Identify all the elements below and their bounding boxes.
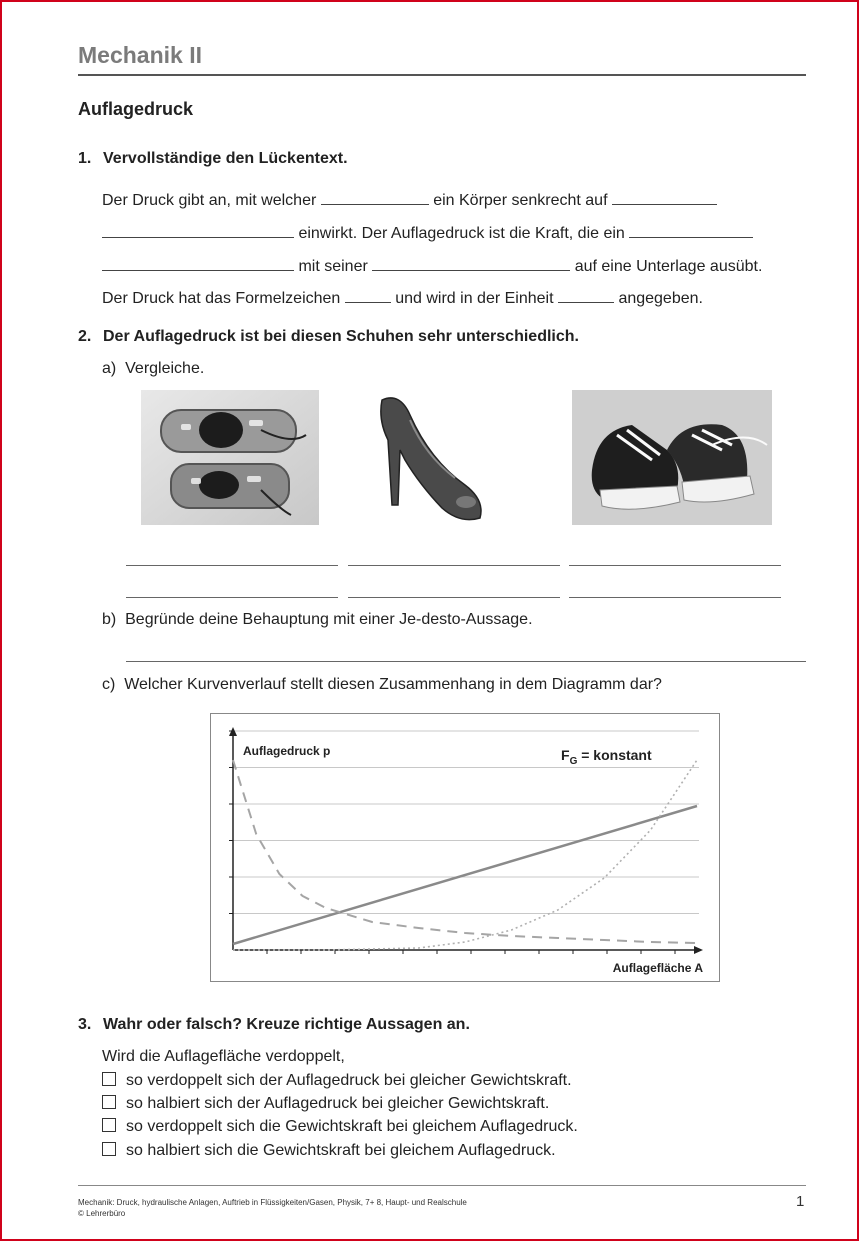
checkbox[interactable] [102, 1142, 116, 1156]
x-axis-label: Auflagefläche A [612, 961, 703, 975]
chart-canvas [211, 714, 719, 981]
series-solid-line [233, 806, 697, 944]
checkbox[interactable] [102, 1095, 116, 1109]
cloze-blank[interactable] [372, 256, 570, 271]
cloze-line-1 [102, 190, 717, 210]
cloze-text: mit seiner [298, 258, 368, 275]
option-row[interactable] [102, 1095, 549, 1113]
answer-line[interactable] [348, 597, 560, 598]
footer-copyright: © Lehrerbüro [78, 1209, 126, 1218]
cloze-text: auf eine Unterlage ausübt. [574, 258, 763, 275]
subtask-label: b) [102, 611, 117, 628]
section-title: Auflagedruck [78, 99, 194, 119]
subtask-text: Begründe deine Behauptung mit einer Je-desto-Aussage. [125, 611, 533, 628]
cloze-text: Der Druck hat das Formelzeichen [102, 290, 341, 307]
cloze-blank[interactable] [629, 223, 753, 238]
task-title: Der Auflagedruck ist bei diesen Schuhen sehr unterschiedlich. [103, 328, 579, 345]
page-title: Mechanik II [78, 42, 202, 68]
answer-line[interactable] [569, 565, 781, 566]
option-label: so halbiert sich die Gewichtskraft bei gleichem Auflagedruck. [126, 1142, 556, 1159]
option-label: so halbiert sich der Auflagedruck bei gleicher Gewichtskraft. [126, 1095, 550, 1112]
cloze-line-4 [102, 288, 703, 308]
page-number: 1 [796, 1193, 805, 1210]
task-number: 2. [78, 328, 92, 345]
cloze-text: Der Druck gibt an, mit welcher [102, 192, 317, 209]
answer-line[interactable] [126, 565, 338, 566]
task-3-heading [78, 1016, 778, 1036]
answer-line[interactable] [126, 597, 338, 598]
footer-source: Mechanik: Druck, hydraulische Anlagen, Auftrieb in Flüssigkeiten/Gasen, Physik, 7+ 8, Haupt- und Realschule [78, 1198, 467, 1207]
footer-divider [78, 1185, 806, 1186]
task-2-heading [78, 328, 798, 348]
x-axis-arrow [694, 946, 703, 954]
snowshoes-photo [141, 390, 319, 525]
subtask-a [102, 360, 204, 378]
footer [78, 1197, 467, 1219]
series-dashed-line [233, 760, 697, 943]
option-label: so verdoppelt sich die Gewichtskraft bei gleichem Auflagedruck. [126, 1118, 578, 1135]
checkbox[interactable] [102, 1072, 116, 1086]
answer-line[interactable] [569, 597, 781, 598]
option-row[interactable] [102, 1072, 572, 1090]
cloze-blank[interactable] [102, 223, 294, 238]
option-row[interactable] [102, 1142, 556, 1160]
checkbox[interactable] [102, 1118, 116, 1132]
high-heel-photo [370, 390, 495, 525]
pressure-area-chart [210, 713, 720, 982]
answer-line[interactable] [126, 661, 806, 662]
option-row[interactable] [102, 1118, 578, 1136]
cloze-text: einwirkt. Der Auflagedruck ist die Kraft, die ein [298, 225, 625, 242]
cloze-blank[interactable] [612, 190, 717, 205]
sneakers-photo [572, 390, 772, 525]
cloze-line-3 [102, 256, 762, 276]
series-dotted-line [233, 760, 697, 950]
cloze-blank[interactable] [102, 256, 294, 271]
task-number: 3. [78, 1016, 92, 1033]
header-divider [78, 74, 806, 76]
task-title: Wahr oder falsch? Kreuze richtige Aussagen an. [103, 1016, 470, 1033]
task-1-heading [78, 150, 778, 170]
cloze-blank[interactable] [321, 190, 429, 205]
subtask-label: c) [102, 676, 116, 693]
task-number: 1. [78, 150, 92, 167]
subtask-text: Welcher Kurvenverlauf stellt diesen Zusammenhang in dem Diagramm dar? [124, 676, 662, 693]
cloze-text: ein Körper senkrecht auf [433, 192, 608, 209]
cloze-line-2 [102, 223, 753, 243]
subtask-b [102, 611, 533, 629]
subtask-c [102, 676, 662, 694]
cloze-blank[interactable] [558, 288, 614, 303]
cloze-text: angegeben. [618, 290, 703, 307]
answer-line[interactable] [348, 565, 560, 566]
cloze-blank[interactable] [345, 288, 391, 303]
task-title: Vervollständige den Lückentext. [103, 150, 348, 167]
subtask-text: Vergleiche. [125, 360, 205, 377]
task-3-intro: Wird die Auflagefläche verdoppelt, [102, 1048, 345, 1065]
cloze-text: und wird in der Einheit [395, 290, 554, 307]
chart-annotation: $F_G$ = konstant [561, 747, 652, 767]
subtask-label: a) [102, 360, 117, 377]
option-label: so verdoppelt sich der Auflagedruck bei gleicher Gewichtskraft. [126, 1072, 572, 1089]
y-axis-label: Auflagedruck p [243, 744, 331, 758]
